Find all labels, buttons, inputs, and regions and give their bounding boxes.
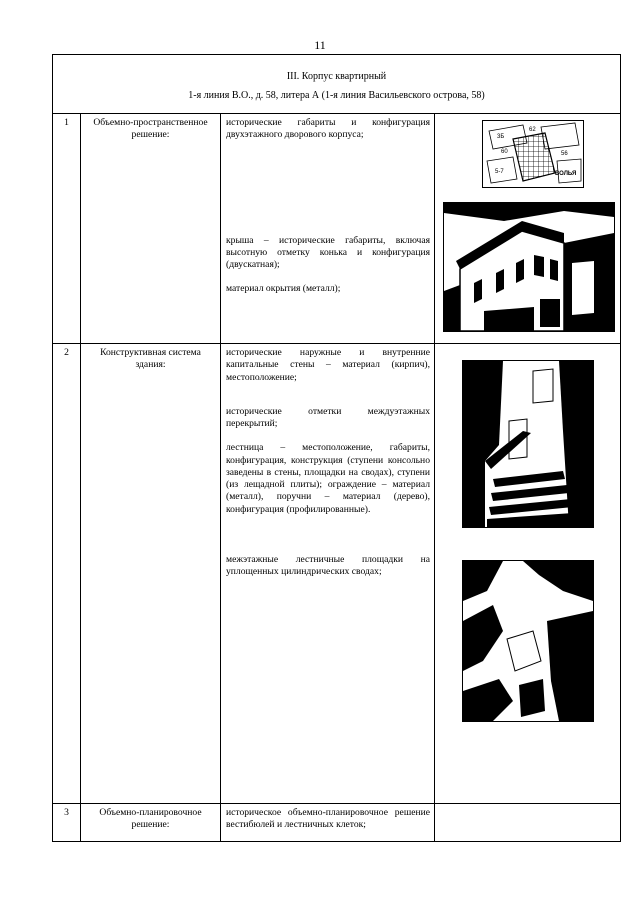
building-photo — [443, 202, 615, 332]
site-plan-image — [482, 120, 584, 188]
landing-vault-photo-drawing — [463, 561, 593, 721]
row-category: Объемно-пространственное решение: — [81, 114, 221, 344]
illustration-cell — [435, 344, 621, 804]
map-label: 62 — [529, 127, 536, 133]
map-label: 60 — [501, 149, 508, 155]
row-category: Объемно-планировочное решение: — [81, 804, 221, 842]
protected-elements-table — [52, 54, 621, 842]
map-label: 5-7 — [495, 169, 504, 175]
table-header — [53, 55, 621, 114]
map-label: 3Б — [497, 134, 505, 140]
table-row — [53, 114, 621, 344]
description-paragraph: исторические наружные и внутренние капитальные стены – материал (кирпич), местоположение; — [226, 347, 430, 383]
illustration-cell — [435, 114, 621, 344]
description-paragraph: историческое объемно-планировочное решение вестибюлей и лестничных клеток; — [226, 807, 430, 831]
building-address: 1-я линия В.О., д. 58, литера А (1-я линия Васильевского острова, 58) — [188, 89, 485, 101]
illustration-cell — [435, 804, 621, 842]
map-label: 56 — [561, 151, 568, 157]
description-paragraph: исторические габариты и конфигурация двухэтажного дворового корпуса; — [226, 117, 430, 141]
staircase-photo — [462, 360, 594, 528]
site-plan-drawing — [483, 121, 583, 187]
row-category: Конструктивная система здания: — [81, 344, 221, 804]
description-paragraph: крыша – исторические габариты, включая высотную отметку конька и конфигурация (двускатная); — [226, 234, 430, 271]
description-paragraph: материал окрытия (металл); — [226, 283, 341, 295]
table-row — [53, 804, 621, 842]
section-title: III. Корпус квартирный — [286, 71, 387, 82]
row-description — [221, 344, 435, 804]
table-row — [53, 344, 621, 804]
building-photo-drawing — [444, 203, 614, 331]
description-paragraph: межэтажные лестничные площадки на уплощенных цилиндрических сводах; — [226, 553, 430, 578]
staircase-photo-drawing — [463, 361, 593, 527]
table-header-row — [53, 55, 621, 114]
description-paragraph: исторические отметки междуэтажных перекрытий; — [226, 405, 430, 430]
landing-vault-photo — [462, 560, 594, 722]
map-label: ВОЛЬЯ — [555, 171, 577, 177]
row-description — [221, 114, 435, 344]
row-number: 2 — [53, 344, 81, 804]
row-description — [221, 804, 435, 842]
row-number: 3 — [53, 804, 81, 842]
row-number: 1 — [53, 114, 81, 344]
page-number: 11 — [314, 38, 326, 52]
description-paragraph: лестница – местоположение, габариты, конфигурация, конструкция (ступени консольно заведены в стены, площадки на сводах), ступени (из лещадной плиты); ограждение – материал (металл), поручни – материал (дерево), конфигурация (профилированные). — [226, 442, 430, 515]
